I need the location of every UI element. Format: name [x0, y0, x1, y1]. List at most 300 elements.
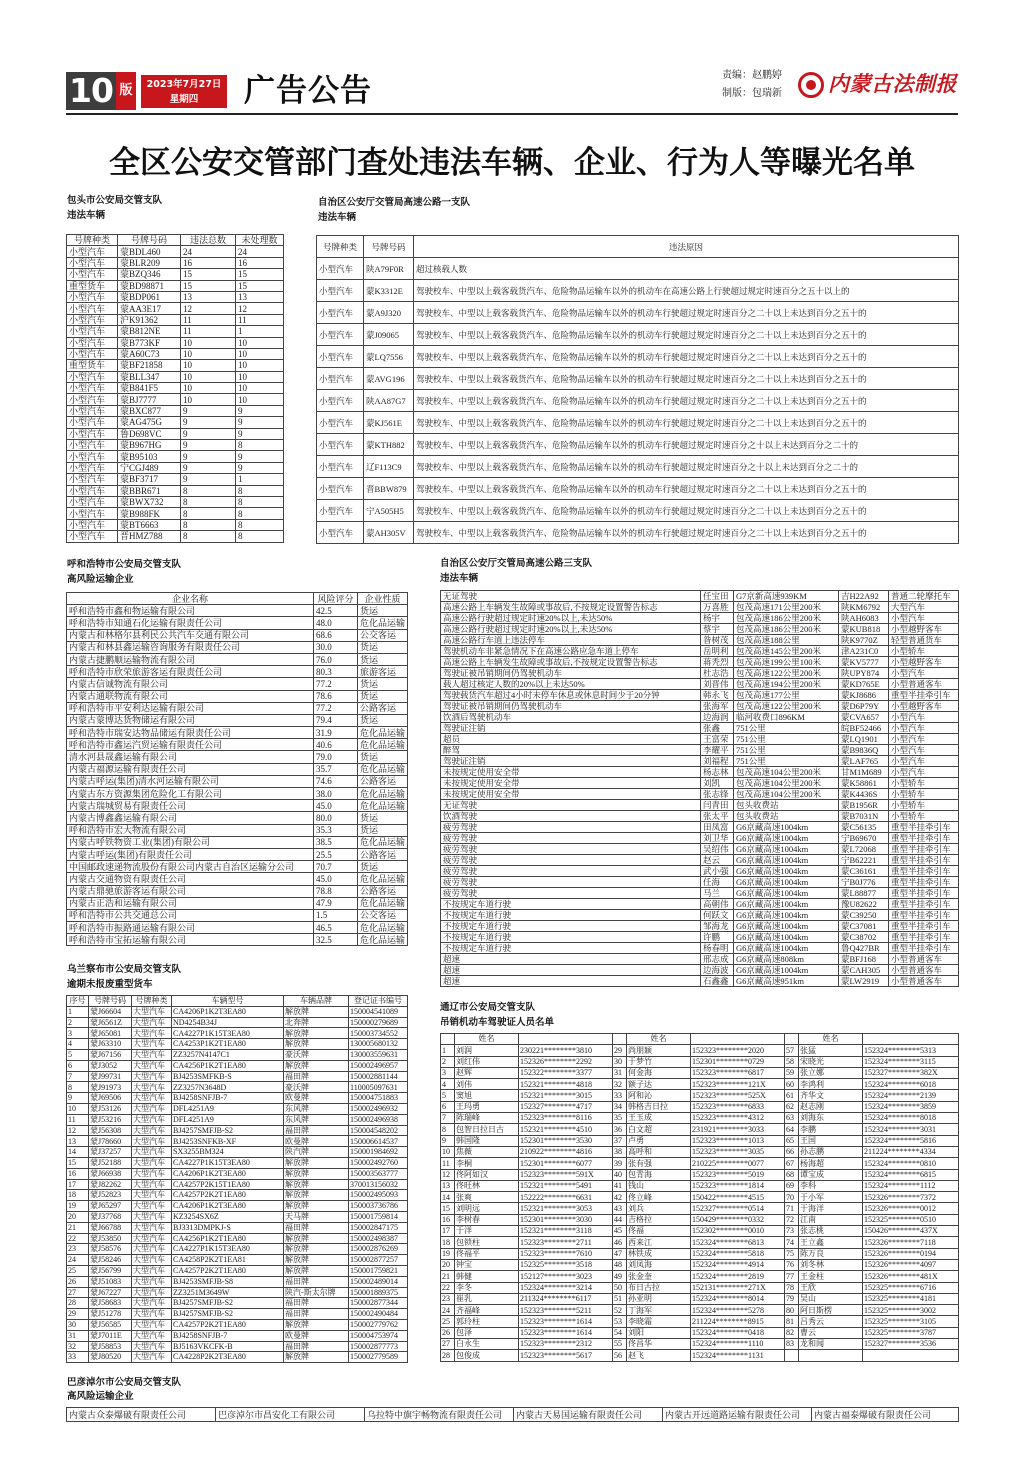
tongliao-cell: 24	[441, 1305, 455, 1316]
highway3-cell: 吉H22A92	[839, 591, 889, 602]
ulanqab-cell: 21	[67, 1222, 89, 1233]
highway3-cell: 小型汽车	[889, 712, 959, 723]
baotou-cell: 晋HMZ788	[118, 531, 181, 542]
tongliao-cell: 42	[613, 1192, 627, 1203]
ulanqab-cell: 大型汽车	[132, 1244, 172, 1255]
highway3-unit: 自治区公安厅交管局高速公路三支队	[440, 558, 593, 569]
ulanqab-cell: 福田牌	[284, 1222, 349, 1233]
layout-credit: 制版：包瑞新	[722, 88, 782, 99]
baotou-cell: 10	[181, 371, 236, 382]
highway3-cell: 高速公路行车道上违法停车	[441, 635, 701, 646]
baotou-cell: 小型汽车	[67, 371, 118, 382]
ulanqab-cell: 150003563777	[349, 1168, 408, 1179]
highway3-cell: 任宝田	[701, 591, 734, 602]
hohhot-cell: 危化品运输	[358, 800, 408, 812]
tongliao-cell: 79	[785, 1293, 799, 1304]
tongliao-cell: 77	[785, 1271, 799, 1282]
ulanqab-cell: CA4227P1K15T3EA80	[172, 1157, 284, 1168]
highway3-cell: 载人超过核定人数的20%以上未达50%	[441, 679, 701, 690]
hohhot-cell: 公路客运	[358, 702, 408, 714]
highway1-cell: 小型汽车	[317, 368, 364, 390]
baotou-cell: 12	[236, 303, 284, 314]
hohhot-cell: 31.9	[314, 727, 358, 739]
ulanqab-cell: CA4256P1K2T1EA80	[172, 1233, 284, 1244]
baotou-cell: 10	[181, 394, 236, 405]
baotou-cell: 10	[236, 371, 284, 382]
tongliao-cell: 152324********2139	[863, 1090, 959, 1101]
tongliao-cell: 34	[613, 1101, 627, 1112]
hohhot-cell: 内蒙古鼎驰旅游客运有限公司	[67, 885, 314, 897]
tongliao-column-header	[519, 1034, 613, 1045]
ulanqab-cell: 31	[67, 1330, 89, 1341]
highway1-row	[317, 280, 959, 302]
tongliao-cell: 152323********591X	[519, 1169, 613, 1180]
hohhot-cell: 77.2	[314, 678, 358, 690]
ulanqab-cell: 解放牌	[284, 1039, 349, 1050]
ulanqab-cell: 29	[67, 1309, 89, 1320]
baotou-row	[67, 417, 284, 428]
tongliao-row	[441, 1248, 959, 1259]
hohhot-row	[67, 714, 408, 726]
highway3-row	[441, 591, 959, 602]
ulanqab-cell: 蒙J56585	[89, 1319, 132, 1330]
tongliao-row	[441, 1339, 959, 1350]
highway3-cell: 高朝伟	[701, 899, 734, 910]
baotou-cell: 蒙BWX732	[118, 496, 181, 507]
ulanqab-cell: 150002877773	[349, 1341, 408, 1352]
ulanqab-row	[67, 1319, 408, 1330]
tongliao-cell: 阿日斯楞	[799, 1305, 863, 1316]
baotou-cell: 16	[236, 257, 284, 268]
highway3-cell: 蒙K58861	[839, 778, 889, 789]
ulanqab-row	[67, 1039, 408, 1050]
tongliao-cell: 23	[441, 1293, 455, 1304]
ulanqab-cell: 15	[67, 1157, 89, 1168]
tongliao-cell: 31	[613, 1067, 627, 1078]
ulanqab-cell: 150004548202	[349, 1125, 408, 1136]
ulanqab-cell: 150004541089	[349, 1006, 408, 1017]
highway3-cell: 小型汽车	[889, 745, 959, 756]
highway3-cell: 蒙B1956R	[839, 800, 889, 811]
ulanqab-row	[67, 1136, 408, 1147]
baotou-row	[67, 360, 284, 371]
baotou-row	[67, 371, 284, 382]
tongliao-cell: 齐福峰	[455, 1305, 519, 1316]
highway1-cell: 驾驶校车、中型以上载客载货汽车、危险物品运输车以外的机动车行驶超过规定时速百分之十以上未达到百分之二十的	[414, 434, 959, 456]
baotou-cell: 10	[181, 360, 236, 371]
highway3-cell: 小型汽车	[889, 668, 959, 679]
highway3-cell: 赵云	[701, 855, 734, 866]
ulanqab-cell: 豪沃牌	[284, 1082, 349, 1093]
baotou-cell: 重型货车	[67, 280, 118, 291]
tongliao-cell: 吉格拉	[627, 1214, 691, 1225]
highway1-cell: 驾驶校车、中型以上载客载货汽车、危险物品运输车以外的机动车行驶超过规定时速百分之二十以上未达到百分之五十的	[414, 390, 959, 412]
tongliao-cell: 高呼和	[627, 1146, 691, 1157]
tongliao-row	[441, 1180, 959, 1191]
page-title: 全区公安交管部门查处违法车辆、企业、行为人等曝光名单	[109, 145, 915, 181]
highway3-cell: 蒙C37081	[839, 921, 889, 932]
tongliao-cell: 152321********3015	[519, 1090, 613, 1101]
bayannur-company-cell: 巴彦淖尔市昌安化工有限公司	[216, 1408, 365, 1422]
tongliao-cell: 43	[613, 1203, 627, 1214]
tongliao-cell: 刘明远	[455, 1203, 519, 1214]
hohhot-cell: 货运	[358, 824, 408, 836]
highway3-cell: 普通二轮摩托车	[889, 591, 959, 602]
tongliao-cell: 李树春	[455, 1214, 519, 1225]
hohhot-cell: 呼和浩特市欣荣旅游客运有限责任公司	[67, 666, 314, 678]
tongliao-cell: 152325********3787	[863, 1327, 959, 1338]
highway3-cell: 饮酒驾驶	[441, 811, 701, 822]
ulanqab-cell: CA4258P2K2T1EA81	[172, 1255, 284, 1266]
baotou-row	[67, 337, 284, 348]
baotou-cell: 小型汽车	[67, 314, 118, 325]
hohhot-cell: 货运	[358, 861, 408, 873]
ulanqab-cell: 7	[67, 1071, 89, 1082]
highway3-row	[441, 646, 959, 657]
hohhot-cell: 78.6	[314, 690, 358, 702]
highway1-row	[317, 346, 959, 368]
baotou-cell: 12	[181, 303, 236, 314]
ulanqab-cell: 17	[67, 1179, 89, 1190]
tongliao-cell: 4	[441, 1079, 455, 1090]
tongliao-cell: 152323********6817	[691, 1067, 785, 1078]
ulanqab-cell: DFL4251A9	[172, 1114, 284, 1125]
ulanqab-cell: 蒙J3052	[89, 1060, 132, 1071]
highway1-cell: 驾驶校车、中型以上载客载货汽车、危险物品运输车以外的机动车行驶超过规定时速百分之二十以上未达到百分之五十的	[414, 368, 959, 390]
highway3-cell: 751公里	[734, 723, 839, 734]
baotou-row	[67, 291, 284, 302]
ulanqab-cell: 150002876269	[349, 1244, 408, 1255]
hohhot-cell: 货运	[358, 812, 408, 824]
tongliao-row	[441, 1316, 959, 1327]
hohhot-cell: 79.0	[314, 751, 358, 763]
highway3-cell: 宁B62221	[839, 855, 889, 866]
masthead-divider	[66, 113, 958, 115]
baotou-cell: 蒙B95103	[118, 451, 181, 462]
highway3-cell: 醉驾	[441, 745, 701, 756]
tongliao-cell: 152323********7610	[519, 1248, 613, 1259]
tongliao-cell: 152321********5491	[519, 1180, 613, 1191]
hohhot-cell: 呼和浩特市公共交通总公司	[67, 909, 314, 921]
highway3-cell: 小型普通客车	[889, 954, 959, 965]
highway3-cell: 小型轿车	[889, 778, 959, 789]
baotou-cell: 小型汽车	[67, 257, 118, 268]
highway3-cell: 包茂高速104公里200米	[734, 789, 839, 800]
ulanqab-cell: 大型汽车	[132, 1201, 172, 1212]
ulanqab-row	[67, 1157, 408, 1168]
ulanqab-cell: 大型汽车	[132, 1255, 172, 1266]
highway3-row	[441, 613, 959, 624]
baotou-row	[67, 519, 284, 530]
tongliao-cell: 58	[785, 1056, 799, 1067]
tongliao-cell: 152323********5211	[519, 1305, 613, 1316]
highway3-cell: G6京藏高速1004km	[734, 866, 839, 877]
highway3-row	[441, 668, 959, 679]
highway3-cell: 小型汽车	[889, 734, 959, 745]
tongliao-cell: 152323********5617	[519, 1350, 613, 1361]
tongliao-cell: 152324********1110	[691, 1339, 785, 1350]
highway3-cell: 蒙LAF765	[839, 756, 889, 767]
hohhot-subtitle: 高风险运输企业	[67, 574, 134, 585]
tongliao-cell: 44	[613, 1214, 627, 1225]
baotou-unit: 包头市公安局交管支队	[67, 195, 163, 206]
hohhot-cell: 危化品运输	[358, 897, 408, 909]
highway3-cell: G6京藏高速1004km	[734, 844, 839, 855]
section-name: 广告公告	[244, 73, 372, 109]
ulanqab-cell: 150002496957	[349, 1060, 408, 1071]
baotou-violation-table	[66, 234, 284, 543]
hohhot-cell: 货运	[358, 641, 408, 653]
tongliao-row	[441, 1169, 959, 1180]
tongliao-cell: 陈万良	[799, 1248, 863, 1259]
ulanqab-cell: BJ5163VKCFK-B	[172, 1341, 284, 1352]
highway3-cell: 蒙KUB818	[839, 624, 889, 635]
highway3-violation-table	[440, 590, 959, 987]
hohhot-cell: 货运	[358, 605, 408, 617]
baotou-cell: 蒙BD98871	[118, 280, 181, 291]
ulanqab-cell: CA4227P1K15T3EA80	[172, 1244, 284, 1255]
tongliao-cell: 152324********1112	[863, 1180, 959, 1191]
highway3-cell: 重型半挂牵引车	[889, 877, 959, 888]
ulanqab-row	[67, 1114, 408, 1125]
baotou-cell: 13	[181, 291, 236, 302]
ulanqab-cell: CA4228P2K2T3EA80	[172, 1352, 284, 1363]
hohhot-cell: 呼和浩特市平安利达运输有限公司	[67, 702, 314, 714]
baotou-cell: 8	[236, 508, 284, 519]
ulanqab-cell: 12	[67, 1125, 89, 1136]
ulanqab-cell: 150002881144	[349, 1071, 408, 1082]
highway3-cell: 高速公路上车辆发生故障或事故后,不按规定设置警告标志	[441, 657, 701, 668]
tongliao-cell: 丁海军	[627, 1305, 691, 1316]
tongliao-cell: 刘兵	[627, 1203, 691, 1214]
tongliao-cell: 窦旭	[455, 1090, 519, 1101]
highway3-cell: 张鑫	[701, 723, 734, 734]
highway3-row	[441, 679, 959, 690]
baotou-row	[67, 326, 284, 337]
tongliao-cell: 55	[613, 1339, 627, 1350]
hohhot-cell: 公路客运	[358, 848, 408, 860]
baotou-cell: 13	[236, 291, 284, 302]
highway1-cell: 驾驶校车、中型以上载客载货汽车、危险物品运输车以外的机动车行驶超过规定时速百分之二十以上未达到百分之五十的	[414, 346, 959, 368]
ulanqab-cell: 大型汽车	[132, 1157, 172, 1168]
highway3-row	[441, 833, 959, 844]
tongliao-cell: 西来江	[627, 1237, 691, 1248]
highway3-cell: 未按规定使用安全带	[441, 778, 701, 789]
tongliao-cell: 张猛	[799, 1045, 863, 1056]
highway3-cell: 未按规定使用安全带	[441, 789, 701, 800]
highway1-cell: 蒙J09065	[364, 324, 414, 346]
highway1-cell: 小型汽车	[317, 324, 364, 346]
tongliao-cell: 佟阿如汉	[455, 1169, 519, 1180]
hohhot-cell: 危化品运输	[358, 788, 408, 800]
tongliao-cell: 47	[613, 1248, 627, 1259]
baotou-cell: 8	[181, 485, 236, 496]
hohhot-column-header: 企业性质	[358, 593, 408, 605]
hohhot-cell: 呼和浩特市鑫运汽贸运输有限责任公司	[67, 739, 314, 751]
highway3-cell: 吴绍伟	[701, 844, 734, 855]
hohhot-row	[67, 702, 408, 714]
tongliao-cell: 9	[441, 1135, 455, 1146]
ulanqab-cell: 150002492760	[349, 1157, 408, 1168]
ulanqab-cell: 150002490484	[349, 1309, 408, 1320]
baotou-cell: 10	[181, 337, 236, 348]
tongliao-cell: 60	[785, 1079, 799, 1090]
highway3-cell: 武小强	[701, 866, 734, 877]
highway3-cell: 驾驶证注销	[441, 756, 701, 767]
hohhot-row	[67, 690, 408, 702]
ulanqab-row	[67, 1103, 408, 1114]
tongliao-cell	[799, 1350, 863, 1361]
ulanqab-cell: 大型汽车	[132, 1352, 172, 1363]
tongliao-cell: 152324********0810	[863, 1158, 959, 1169]
highway3-cell: 疲劳驾驶	[441, 888, 701, 899]
tongliao-cell: 152324********3115	[863, 1056, 959, 1067]
baotou-cell: 9	[181, 405, 236, 416]
highway1-cell: 驾驶校车、中型以上载客载货汽车、危险物品运输车以外的机动车行驶超过规定时速百分之二十以上未达到百分之五十的	[414, 412, 959, 434]
ulanqab-cell: 大型汽车	[132, 1319, 172, 1330]
highway1-cell: 小型汽车	[317, 258, 364, 280]
tongliao-cell: 152301********3530	[519, 1135, 613, 1146]
highway3-cell: 何跃文	[701, 910, 734, 921]
tongliao-cell: 7	[441, 1113, 455, 1124]
tongliao-cell: 25	[441, 1316, 455, 1327]
highway3-cell: 疲劳驾驶	[441, 844, 701, 855]
tongliao-cell: 152323********8116	[519, 1113, 613, 1124]
ulanqab-cell: 16	[67, 1168, 89, 1179]
baotou-cell: 9	[236, 405, 284, 416]
baotou-cell: 10	[181, 348, 236, 359]
highway3-cell: 小型越野客车	[889, 657, 959, 668]
tongliao-cell: 152324********3214	[519, 1282, 613, 1293]
highway3-cell: 751公里	[734, 756, 839, 767]
highway1-row	[317, 456, 959, 478]
hohhot-header-row	[67, 593, 408, 605]
highway3-cell: 不按规定车道行驶	[441, 910, 701, 921]
baotou-cell: 11	[181, 314, 236, 325]
highway3-cell: 包茂高速186公里200米	[734, 613, 839, 624]
ulanqab-cell: 大型汽车	[132, 1103, 172, 1114]
tongliao-cell: 29	[613, 1045, 627, 1056]
highway3-cell: 751公里	[734, 734, 839, 745]
tongliao-cell: 152323********3035	[691, 1146, 785, 1157]
ulanqab-cell: KZ3254SX6Z	[172, 1211, 284, 1222]
ulanqab-row	[67, 1211, 408, 1222]
highway3-cell: 刘凯	[701, 778, 734, 789]
highway1-cell: 小型汽车	[317, 280, 364, 302]
baotou-cell: 10	[236, 360, 284, 371]
baotou-cell: 9	[181, 417, 236, 428]
baotou-cell: 鲁D698VC	[118, 428, 181, 439]
highway3-cell: 陕K9770Z	[839, 635, 889, 646]
baotou-cell: 重型货车	[67, 360, 118, 371]
baotou-cell: 10	[236, 337, 284, 348]
ulanqab-cell: 蒙J66938	[89, 1168, 132, 1179]
highway3-cell: 边海润	[701, 712, 734, 723]
highway3-cell: 刘福程	[701, 756, 734, 767]
highway3-cell: G6京藏高速1004km	[734, 910, 839, 921]
tongliao-cell: 李鹏	[799, 1124, 863, 1135]
tongliao-cell: 49	[613, 1271, 627, 1282]
highway3-cell: 临河收费口896KM	[734, 712, 839, 723]
baotou-cell: 8	[236, 485, 284, 496]
tongliao-cell: 56	[613, 1350, 627, 1361]
tongliao-cell: 刘阳	[627, 1327, 691, 1338]
baotou-subtitle: 违法车辆	[67, 210, 106, 221]
highway3-cell: 岳明利	[701, 646, 734, 657]
baotou-cell: 蒙BF21858	[118, 360, 181, 371]
tongliao-cell: 包泽	[455, 1327, 519, 1338]
ulanqab-cell: 陕汽-斯太尔牌	[284, 1287, 349, 1298]
highway3-cell: 重型半挂牵引车	[889, 943, 959, 954]
tongliao-cell: 刘海东	[799, 1113, 863, 1124]
ulanqab-cell: 370013156032	[349, 1179, 408, 1190]
ulanqab-row	[67, 1255, 408, 1266]
ulanqab-cell: 150004751883	[349, 1093, 408, 1104]
highway1-cell: 驾驶校车、中型以上载客载货汽车、危险物品运输车以外的机动车行驶超过规定时速百分之二十以上未达到百分之五十的	[414, 302, 959, 324]
ulanqab-row	[67, 1071, 408, 1082]
hohhot-cell: 内蒙古呼铁物资工业(集团)有限公司	[67, 836, 314, 848]
hohhot-cell: 48.0	[314, 617, 358, 629]
tongliao-cell: 5	[441, 1090, 455, 1101]
baotou-row	[67, 348, 284, 359]
hohhot-row	[67, 824, 408, 836]
ulanqab-cell: CA4257P2K15T1EA80	[172, 1179, 284, 1190]
tongliao-cell: 35	[613, 1113, 627, 1124]
highway3-cell: 蒙CVA657	[839, 712, 889, 723]
baotou-cell: 蒙BZQ346	[118, 269, 181, 280]
tongliao-cell: 53	[613, 1316, 627, 1327]
tongliao-cell: 152323********5019	[691, 1169, 785, 1180]
tongliao-cell: 21	[441, 1271, 455, 1282]
ulanqab-cell: 蒙J6561Z	[89, 1017, 132, 1028]
tongliao-cell: 152323********1814	[691, 1180, 785, 1191]
highway3-cell: 蒙D6P79Y	[839, 701, 889, 712]
highway3-cell: 包茂高速171公里200米	[734, 602, 839, 613]
baotou-row	[67, 531, 284, 542]
baotou-column-header: 未处理数	[236, 235, 284, 246]
ulanqab-cell: 19	[67, 1201, 89, 1212]
highway3-cell: 包茂高速194公里200米	[734, 679, 839, 690]
tongliao-column-header	[691, 1034, 785, 1045]
highway3-row	[441, 943, 959, 954]
highway3-cell: 杨宇	[701, 613, 734, 624]
tongliao-cell: 赵志刚	[799, 1101, 863, 1112]
highway3-row	[441, 888, 959, 899]
baotou-row	[67, 496, 284, 507]
ulanqab-cell: 150002877344	[349, 1298, 408, 1309]
highway3-cell: 驾驶证被吊销期间仍驾驶机动车	[441, 701, 701, 712]
hohhot-column-header: 风险评分	[314, 593, 358, 605]
tongliao-cell: 81	[785, 1316, 799, 1327]
highway3-cell: 超速	[441, 976, 701, 987]
hohhot-row	[67, 812, 408, 824]
tongliao-cell: 佟福平	[455, 1248, 519, 1259]
highway3-row	[441, 921, 959, 932]
highway1-row	[317, 434, 959, 456]
highway1-column-header: 违法原因	[414, 236, 959, 258]
tongliao-cell: 3	[441, 1067, 455, 1078]
highway1-cell: 宁A505H5	[364, 500, 414, 522]
ulanqab-cell: BJ4258SNFJB-7	[172, 1330, 284, 1341]
highway3-cell: 小型普通客车	[889, 965, 959, 976]
bayannur-company-cell: 内蒙古福泰爆破有限责任公司	[812, 1408, 959, 1422]
ulanqab-cell: 24	[67, 1255, 89, 1266]
ulanqab-cell: 解放牌	[284, 1265, 349, 1276]
hohhot-row	[67, 836, 408, 848]
baotou-cell: 8	[181, 508, 236, 519]
ulanqab-cell: 150003736786	[349, 1201, 408, 1212]
baotou-cell: 宁CGJ489	[118, 462, 181, 473]
